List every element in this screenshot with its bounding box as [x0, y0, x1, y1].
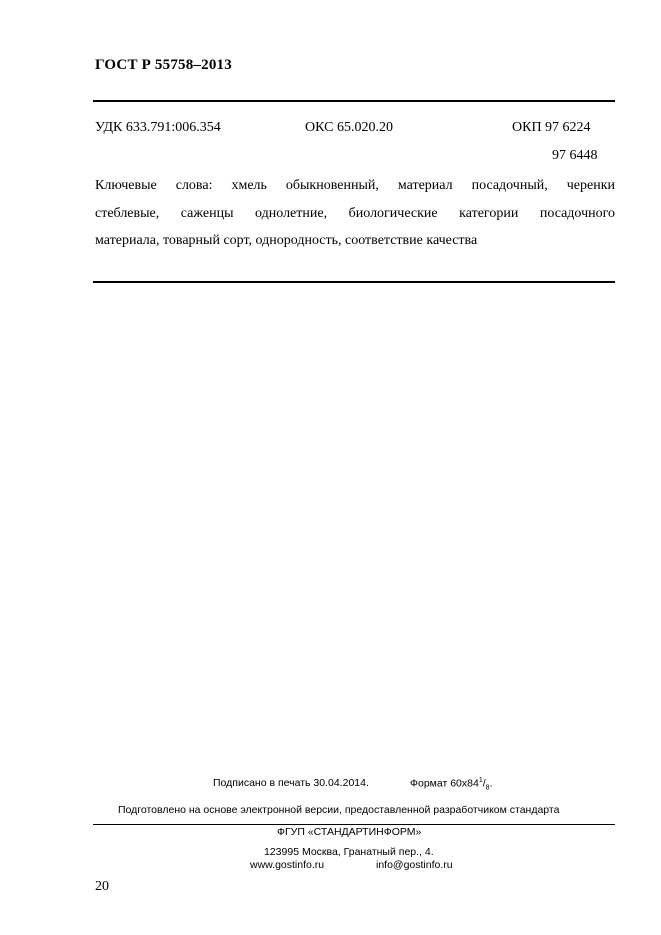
format-sub: 8 [485, 784, 490, 792]
format-suffix: . [489, 777, 493, 790]
keywords-line: стеблевые, саженцы однолетние, биологические категории посадочного [95, 205, 615, 221]
publisher-website: www.gostinfo.ru [250, 859, 325, 871]
prepared-note: Подготовлено на основе электронной версии, предоставленной разработчиком стандарта [118, 804, 560, 816]
print-format: Формат $60x84^1/_8$. [410, 777, 493, 792]
udk-code: УДК 633.791:006.354 [95, 120, 221, 135]
format-sup: 1 [478, 777, 483, 784]
keywords-line: материала, товарный сорт, однородность, соответствие качества [95, 233, 478, 248]
publisher-address: 123995 Москва, Гранатный пер., 4. [264, 846, 434, 858]
okp-code-2: 97 6448 [552, 148, 598, 163]
publisher-name: ФГУП «СТАНДАРТИНФОРМ» [277, 826, 422, 838]
document-title: ГОСТ Р 55758–2013 [95, 57, 232, 73]
oks-code: ОКС 65.020.20 [305, 120, 393, 135]
page-number: 20 [95, 879, 109, 894]
keywords-divider [93, 281, 615, 283]
publisher-email: info@gostinfo.ru [376, 859, 453, 871]
imprint-divider [93, 824, 615, 825]
signed-date: Подписано в печать 30.04.2014. [213, 777, 369, 789]
okp-code-1: ОКП 97 6224 [512, 120, 591, 135]
header-divider [93, 100, 615, 102]
keywords-block [95, 172, 615, 255]
keywords-line: Ключевые слова: хмель обыкновенный, материал посадочный, черенки [95, 178, 615, 193]
format-prefix: Формат 60x84 [410, 777, 479, 790]
